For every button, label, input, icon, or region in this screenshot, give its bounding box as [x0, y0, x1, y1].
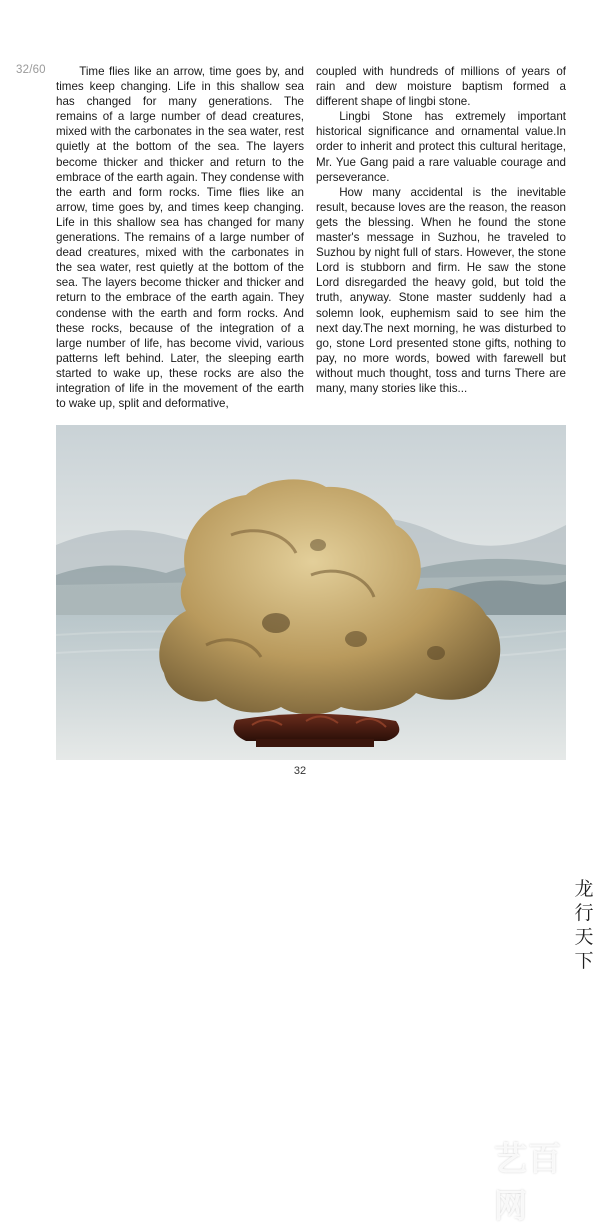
stone-landscape-illustration	[56, 425, 566, 760]
right-text-column	[316, 64, 566, 396]
right-paragraph-2: Lingbi Stone has extremely important historical significance and ornamental value.In order to inherit and protect this cultural heritage, Mr. Yue Gang paid a rare valuable courage and perseverance.	[316, 110, 566, 184]
page-number: 32	[293, 765, 307, 777]
left-text-column	[56, 64, 304, 411]
site-watermark-logo: 艺百网	[494, 1139, 562, 1225]
right-paragraph-1: coupled with hundreds of millions of years of rain and dew moisture baptism formed a different shape of lingbi stone.	[316, 65, 566, 109]
right-paragraph-3: How many accidental is the inevitable result, because loves are the reason, the reason gets the blessing. When he found the stone master's message in Suzhou, he traveled to Suzhou by night full of stars. However, the stone Lord is stubborn and firm. He saw the stone Lord disregarded the heavy gold, but told the truth, anyway. Stone master suddenly had a solemn look, euphemism said to see him the next day.The next morning, he was disturbed to go, stone Lord presented stone gifts, nothing to pay, no more words, bowed with farewell but without much thought, toss and turns There are many, many stories like this...	[316, 185, 566, 395]
page-counter: 32/60	[16, 64, 46, 76]
left-paragraph-1: Time flies like an arrow, time goes by, and times keep changing. Life in this shallow sea has changed for many generations. The remains of a large number of dead creatures, mixed with the carbonates in the sea water, rest quietly at the bottom of the sea. The layers become thicker and thicker and return to the embrace of the earth again. They condense with the earth and form rocks. Time flies like an arrow, time goes by, and times keep changing. Life in this shallow sea has changed for many generations. The remains of a large number of dead creatures, mixed with the carbonates in the sea water, rest quietly at the bottom of the sea. The layers become thicker and thicker and return to the embrace of the earth again. They condense with the earth and form rocks. And these rocks, because of the integration of a large number of life, has become vivid, various patterns left behind. Later, the sleeping earth started to wake up, these rocks are also the integration of life in the movement of the earth to wake up, split and deformative,	[56, 65, 304, 411]
calligraphy-inscription: 龙行天下	[574, 878, 594, 972]
